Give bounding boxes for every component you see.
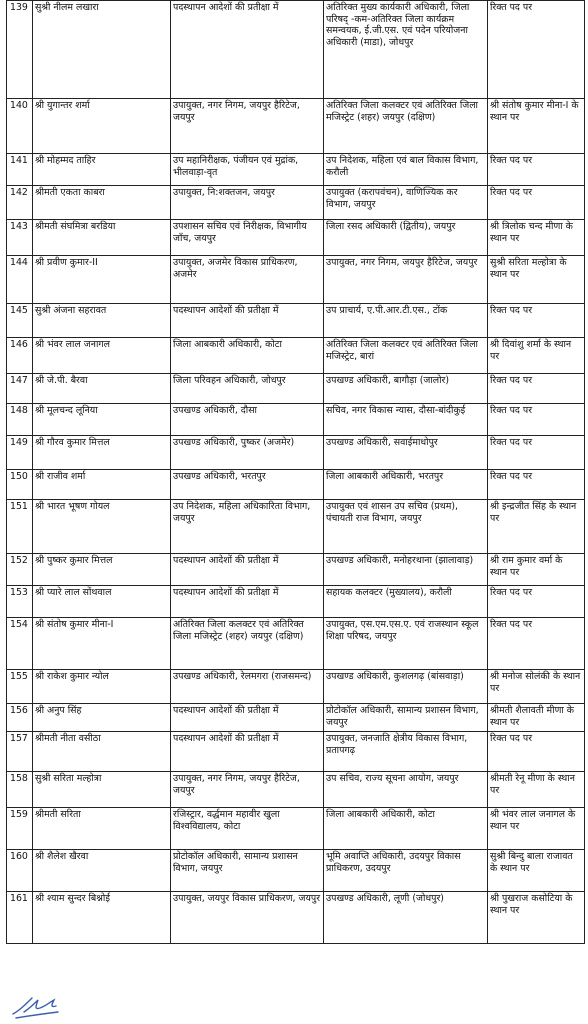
new-posting: सहायक कलक्टर (मुख्यालय), करौली xyxy=(324,586,488,618)
posting-remark: रिक्त पद पर xyxy=(488,586,585,618)
row-number: 147 xyxy=(7,374,33,404)
table-row xyxy=(7,1,585,99)
new-posting: प्रोटोकॉल अधिकारी, सामान्य प्रशासन विभाग, जयपुर xyxy=(324,704,488,732)
transfer-order-page xyxy=(6,0,584,944)
posting-remark: श्री मनोज सोलंकी के स्थान पर xyxy=(488,670,585,704)
table-row xyxy=(7,704,585,732)
current-posting: प्रोटोकॉल अधिकारी, सामान्य प्रशासन विभाग, जयपुर xyxy=(171,850,324,892)
officer-name: श्री युगान्तर शर्मा xyxy=(33,99,171,154)
officer-name: श्रीमती एकता काबरा xyxy=(33,186,171,220)
row-number: 155 xyxy=(7,670,33,704)
current-posting: उपायुक्त, अजमेर विकास प्राधिकरण, अजमेर xyxy=(171,256,324,304)
current-posting: उपशासन सचिव एवं निरीक्षक, विभागीय जाँच, जयपुर xyxy=(171,220,324,256)
table-row xyxy=(7,186,585,220)
current-posting: पदस्थापन आदेशों की प्रतीक्षा में xyxy=(171,704,324,732)
new-posting: उपायुक्त, जनजाति क्षेत्रीय विकास विभाग, प्रतापगढ़ xyxy=(324,732,488,772)
current-posting: उपखण्ड अधिकारी, दौसा xyxy=(171,404,324,436)
posting-remark: श्रीमती रेनू मीणा के स्थान पर xyxy=(488,772,585,808)
table-row xyxy=(7,892,585,944)
officer-name: श्री राकेश कुमार न्योल xyxy=(33,670,171,704)
posting-remark: श्री पुखराज कसोटिया के स्थान पर xyxy=(488,892,585,944)
officer-name: श्रीमती संघमित्रा बरडिया xyxy=(33,220,171,256)
current-posting: उप महानिरीक्षक, पंजीयन एवं मुद्रांक, भीलवाड़ा-वृत xyxy=(171,154,324,186)
current-posting: जिला परिवहन अधिकारी, जोधपुर xyxy=(171,374,324,404)
posting-remark: रिक्त पद पर xyxy=(488,470,585,500)
row-number: 146 xyxy=(7,338,33,374)
posting-remark: श्री त्रिलोक चन्द मीणा के स्थान पर xyxy=(488,220,585,256)
new-posting: अतिरिक्त जिला कलक्टर एवं अतिरिक्त जिला मजिस्ट्रेट, बारां xyxy=(324,338,488,374)
transfer-table-body xyxy=(7,1,585,944)
current-posting: पदस्थापन आदेशों की प्रतीक्षा में xyxy=(171,732,324,772)
table-row xyxy=(7,670,585,704)
new-posting: उपायुक्त, एस.एम.एस.ए. एवं राजस्थान स्कूल शिक्षा परिषद, जयपुर xyxy=(324,618,488,670)
table-row xyxy=(7,470,585,500)
current-posting: रजिस्ट्रार, वर्द्धमान महावीर खुला विश्वविद्यालय, कोटा xyxy=(171,808,324,850)
current-posting: उपायुक्त, नगर निगम, जयपुर हैरिटेज, जयपुर xyxy=(171,99,324,154)
posting-remark: रिक्त पद पर xyxy=(488,186,585,220)
new-posting: उपखण्ड अधिकारी, मनोहरथाना (झालावाड़) xyxy=(324,554,488,586)
current-posting: उपायुक्त, नि:शक्तजन, जयपुर xyxy=(171,186,324,220)
row-number: 161 xyxy=(7,892,33,944)
officer-name: सुश्री सरिता मल्होत्रा xyxy=(33,772,171,808)
row-number: 145 xyxy=(7,304,33,338)
posting-remark: सुश्री सरिता मल्होत्रा के स्थान पर xyxy=(488,256,585,304)
new-posting: अतिरिक्त मुख्य कार्यकारी अधिकारी, जिला परिषद् -कम-अतिरिक्त जिला कार्यक्रम समन्वयक, ई.जी.एस. एवं पदेन परियोजना अधिकारी (माडा), जोधपुर xyxy=(324,1,488,99)
posting-remark: रिक्त पद पर xyxy=(488,618,585,670)
officer-name: श्री संतोष कुमार मीना-I xyxy=(33,618,171,670)
posting-remark: रिक्त पद पर xyxy=(488,404,585,436)
officer-name: श्री प्यारे लाल सोंथवाल xyxy=(33,586,171,618)
table-row xyxy=(7,850,585,892)
current-posting: जिला आबकारी अधिकारी, कोटा xyxy=(171,338,324,374)
current-posting: उप निदेशक, महिला अधिकारिता विभाग, जयपुर xyxy=(171,500,324,554)
officer-name: श्री मूलचन्द लूनिया xyxy=(33,404,171,436)
table-row xyxy=(7,220,585,256)
row-number: 150 xyxy=(7,470,33,500)
row-number: 142 xyxy=(7,186,33,220)
posting-remark: रिक्त पद पर xyxy=(488,436,585,470)
officer-name: श्री जे.पी. बैरवा xyxy=(33,374,171,404)
posting-remark: रिक्त पद पर xyxy=(488,732,585,772)
row-number: 160 xyxy=(7,850,33,892)
transfer-table xyxy=(6,0,585,944)
new-posting: अतिरिक्त जिला कलक्टर एवं अतिरिक्त जिला मजिस्ट्रेट (शहर) जयपुर (दक्षिण) xyxy=(324,99,488,154)
officer-name: श्री शैलेश खैरवा xyxy=(33,850,171,892)
posting-remark: श्री राम कुमार वर्मा के स्थान पर xyxy=(488,554,585,586)
row-number: 149 xyxy=(7,436,33,470)
current-posting: उपायुक्त, जयपुर विकास प्राधिकरण, जयपुर xyxy=(171,892,324,944)
row-number: 157 xyxy=(7,732,33,772)
row-number: 140 xyxy=(7,99,33,154)
posting-remark: श्री भंवर लाल जनागल के स्थान पर xyxy=(488,808,585,850)
officer-name: श्री मोहम्मद ताहिर xyxy=(33,154,171,186)
table-row xyxy=(7,404,585,436)
row-number: 154 xyxy=(7,618,33,670)
row-number: 152 xyxy=(7,554,33,586)
officer-name: श्री गौरव कुमार मित्तल xyxy=(33,436,171,470)
current-posting: पदस्थापन आदेशों की प्रतीक्षा में xyxy=(171,586,324,618)
table-row xyxy=(7,772,585,808)
row-number: 141 xyxy=(7,154,33,186)
current-posting: उपखण्ड अधिकारी, पुष्कर (अजमेर) xyxy=(171,436,324,470)
current-posting: अतिरिक्त जिला कलक्टर एवं अतिरिक्त जिला मजिस्ट्रेट (शहर) जयपुर (दक्षिण) xyxy=(171,618,324,670)
table-row xyxy=(7,338,585,374)
row-number: 153 xyxy=(7,586,33,618)
table-row xyxy=(7,436,585,470)
row-number: 143 xyxy=(7,220,33,256)
new-posting: उपायुक्त, नगर निगम, जयपुर हैरिटेज, जयपुर xyxy=(324,256,488,304)
posting-remark: रिक्त पद पर xyxy=(488,374,585,404)
current-posting: उपायुक्त, नगर निगम, जयपुर हैरिटेज, जयपुर xyxy=(171,772,324,808)
officer-name: श्रीमती सरिता xyxy=(33,808,171,850)
posting-remark: श्री संतोष कुमार मीना-I के स्थान पर xyxy=(488,99,585,154)
officer-name: श्री राजीव शर्मा xyxy=(33,470,171,500)
row-number: 158 xyxy=(7,772,33,808)
officer-name: सुश्री अंजना सहरावत xyxy=(33,304,171,338)
new-posting: उपखण्ड अधिकारी, लूणी (जोधपुर) xyxy=(324,892,488,944)
current-posting: पदस्थापन आदेशों की प्रतीक्षा में xyxy=(171,1,324,99)
posting-remark: रिक्त पद पर xyxy=(488,154,585,186)
table-row xyxy=(7,732,585,772)
officer-name: श्री प्रवीण कुमार-II xyxy=(33,256,171,304)
new-posting: जिला आबकारी अधिकारी, कोटा xyxy=(324,808,488,850)
new-posting: उपखण्ड अधिकारी, कुशलगढ़ (बांसवाड़ा) xyxy=(324,670,488,704)
posting-remark: श्री दिवांशु शर्मा के स्थान पर xyxy=(488,338,585,374)
officer-name: श्री पुष्कर कुमार मित्तल xyxy=(33,554,171,586)
row-number: 148 xyxy=(7,404,33,436)
new-posting: उपखण्ड अधिकारी, बागौड़ा (जालोर) xyxy=(324,374,488,404)
row-number: 139 xyxy=(7,1,33,99)
posting-remark: रिक्त पद पर xyxy=(488,1,585,99)
new-posting: उपखण्ड अधिकारी, सवाईमाधोपुर xyxy=(324,436,488,470)
new-posting: जिला रसद अधिकारी (द्वितीय), जयपुर xyxy=(324,220,488,256)
signature-mark xyxy=(10,992,62,1020)
table-row xyxy=(7,554,585,586)
table-row xyxy=(7,99,585,154)
row-number: 159 xyxy=(7,808,33,850)
new-posting: जिला आबकारी अधिकारी, भरतपुर xyxy=(324,470,488,500)
posting-remark: श्रीमती शैलावती मीणा के स्थान पर xyxy=(488,704,585,732)
row-number: 151 xyxy=(7,500,33,554)
table-row xyxy=(7,500,585,554)
table-row xyxy=(7,304,585,338)
new-posting: उपायुक्त (करापवंचन), वाणिज्यिक कर विभाग, जयपुर xyxy=(324,186,488,220)
row-number: 156 xyxy=(7,704,33,732)
current-posting: उपखण्ड अधिकारी, भरतपुर xyxy=(171,470,324,500)
officer-name: श्री भंवर लाल जनागल xyxy=(33,338,171,374)
row-number: 144 xyxy=(7,256,33,304)
table-row xyxy=(7,618,585,670)
officer-name: श्री भारत भूषण गोयल xyxy=(33,500,171,554)
new-posting: उप प्राचार्य, ए.पी.आर.टी.एस., टोंक xyxy=(324,304,488,338)
new-posting: उपायुक्त एवं शासन उप सचिव (प्रथम), पंचायती राज विभाग, जयपुर xyxy=(324,500,488,554)
new-posting: सचिव, नगर विकास न्यास, दौसा-बांदीकुई xyxy=(324,404,488,436)
table-row xyxy=(7,256,585,304)
new-posting: भूमि अवाप्ति अधिकारी, उदयपुर विकास प्राधिकरण, उदयपुर xyxy=(324,850,488,892)
table-row xyxy=(7,586,585,618)
current-posting: उपखण्ड अधिकारी, रेलमगरा (राजसमन्द) xyxy=(171,670,324,704)
posting-remark: श्री इन्द्रजीत सिंह के स्थान पर xyxy=(488,500,585,554)
current-posting: पदस्थापन आदेशों की प्रतीक्षा में xyxy=(171,304,324,338)
new-posting: उप सचिव, राज्य सूचना आयोग, जयपुर xyxy=(324,772,488,808)
officer-name: श्रीमती नीता वसीठा xyxy=(33,732,171,772)
table-row xyxy=(7,154,585,186)
new-posting: उप निदेशक, महिला एवं बाल विकास विभाग, करौली xyxy=(324,154,488,186)
officer-name: श्री अनुप सिंह xyxy=(33,704,171,732)
current-posting: पदस्थापन आदेशों की प्रतीक्षा में xyxy=(171,554,324,586)
table-row xyxy=(7,808,585,850)
officer-name: श्री श्याम सुन्दर बिश्नोई xyxy=(33,892,171,944)
officer-name: सुश्री नीलम लखारा xyxy=(33,1,171,99)
posting-remark: सुश्री बिन्दु बाला राजावत के स्थान पर xyxy=(488,850,585,892)
table-row xyxy=(7,374,585,404)
posting-remark: रिक्त पद पर xyxy=(488,304,585,338)
